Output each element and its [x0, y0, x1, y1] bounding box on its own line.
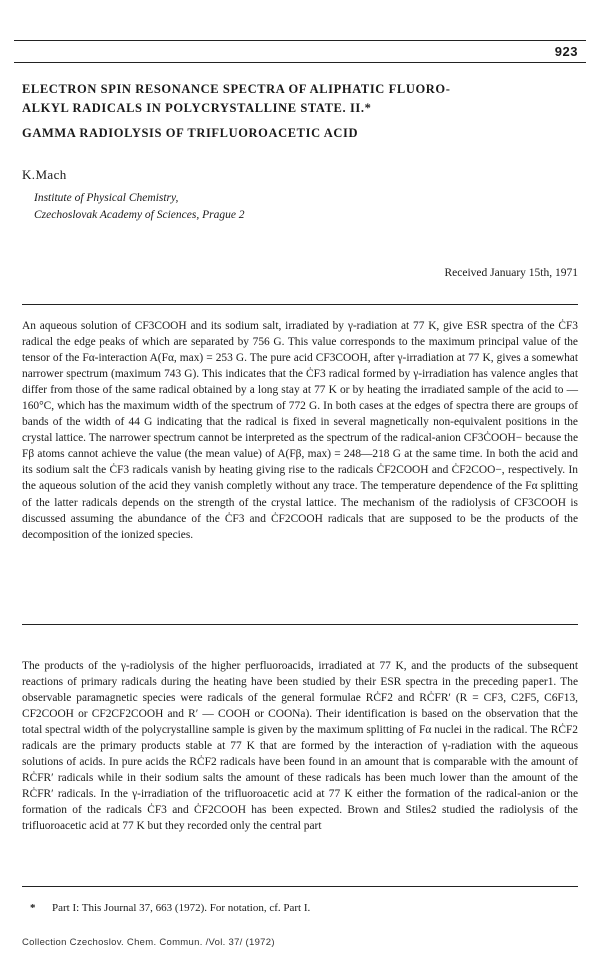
top-rule: [14, 40, 586, 41]
abstract-top-rule: [22, 304, 578, 305]
page-number: 923: [554, 44, 578, 59]
header-rule: [14, 62, 586, 63]
title-line-2: ALKYL RADICALS IN POLYCRYSTALLINE STATE. II.*: [22, 101, 372, 115]
footnote-text: Part I: This Journal 37, 663 (1972). For notation, cf. Part I.: [52, 902, 311, 914]
footnote-rule: [22, 886, 578, 887]
journal-citation: Collection Czechoslov. Chem. Commun. /Vol. 37/ (1972): [22, 937, 275, 948]
affiliation-line-2: Czechoslovak Academy of Sciences, Prague 2: [34, 209, 245, 221]
author: K.Mach: [22, 167, 67, 182]
abstract-text: An aqueous solution of CF3COOH and its sodium salt, irradiated by γ-radiation at 77 K, give ESR spectra of the ĊF3 radical the edge peaks of which are separated by 756 G. This value corresponds to the maximum principal value of the tensor of the Fα-interaction A(Fα, max) = 253 G. The pure acid CF3COOH, after γ-irradiation at 77 K, gives a somewhat narrower spectrum (maximum 743 G). This indicates that the ĊF3 radical formed by γ-irradiation has valence angles that differ from those of the same radical obtained by a long stay at 77 K or by heating the irradiated sample of the acid to —160°C, which has the maximum width of the spectrum of 772 G. In both cases at the edges of spectra there are groups of bands of the width of 44 G indicating that the radical is fixed in several magnetically non-equivalent positions in the crystal lattice. The narrower spectrum cannot be interpreted as the spectrum of the radical-anion CF3ĊOOH− because the Fβ atoms cannot achieve the value (the mean value) of A(Fβ, max) = 248—218 G at the same time. In both the acid and its sodium salt the ĊF3 radicals vanish by heating giving rise to the radicals ĊF2COOH and ĊF2COO−, respectively. In the aqueous solution of the acid they vanish completly without any trace. The temperature dependence of the Fα splitting of the latter radicals depends on the strength of the crystal lattice. The mechanism of the radiolysis of CF3COOH is discussed assuming the abundance of the ĊF3 and ĊF2COOH radicals that are supposed to be the products of the decomposition of the ionized species.: [22, 320, 578, 541]
received-date: Received January 15th, 1971: [444, 267, 578, 279]
affiliation-line-1: Institute of Physical Chemistry,: [34, 192, 179, 204]
footnote: [30, 902, 310, 914]
title-line-1: ELECTRON SPIN RESONANCE SPECTRA OF ALIPHATIC FLUORO-: [22, 82, 451, 96]
abstract-bottom-rule: [22, 624, 578, 625]
title-line-3: GAMMA RADIOLYSIS OF TRIFLUOROACETIC ACID: [22, 126, 359, 140]
footnote-marker: *: [30, 902, 36, 914]
body-paragraph: The products of the γ-radiolysis of the higher perfluoroacids, irradiated at 77 K, and the products of the subsequent reactions of primary radicals during the heating have been studied by their ESR spectra in the preceding paper1. The observable paramagnetic species were radicals of the general formulae RĊF2 and RĊFR′ (R = CF3, C2F5, C6F13, CF2COOH or CF2CF2COOH and R′ — COOH or COONa). Their identification is based on the observation that the total spectral width of the polycrystalline sample is given by the maximum splitting of Fα nuclei in the radical. The RĊF2 radicals are the primary products stable at 77 K that are formed by the interaction of γ-radiation with the aqueous solutions of acids. In pure acids the RĊF2 radicals have been found in an amount that is comparable with the amount of RĊFR′ radicals while in their sodium salts the amount of these radicals has been much lower than the amount of the RĊFR′ radicals. In the γ-irradiation of the trifluoroacetic acid at 77 K either the formation of the radical-anion or the formation of the radicals ĊF3 and ĊF2COOH has been expected. Brown and Stiles2 studied the radiolysis of the trifluoroacetic acid at 77 K but they recorded only the central part: [22, 660, 578, 833]
